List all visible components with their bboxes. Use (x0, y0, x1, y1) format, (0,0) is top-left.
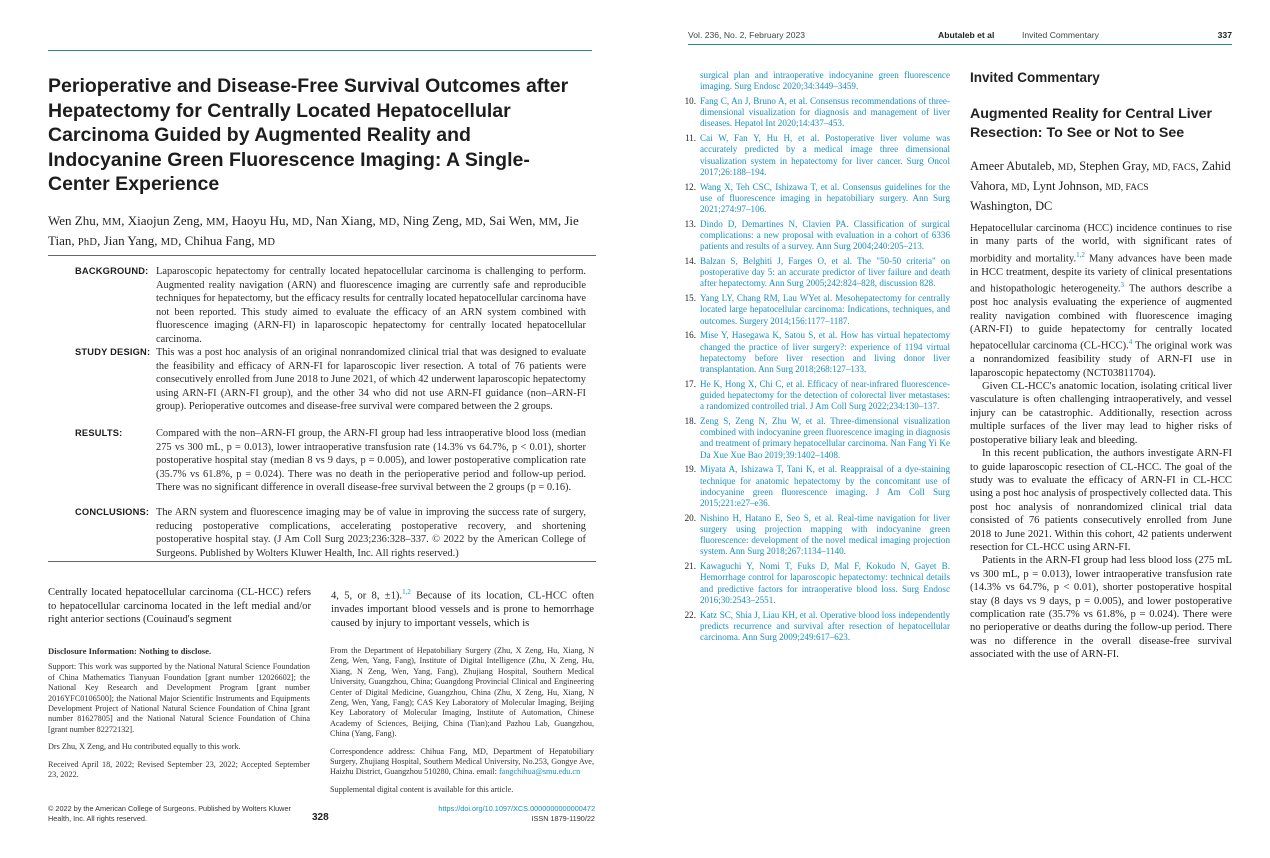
paragraph-3: In this recent publication, the authors investigate ARN-FI to guide laparoscopic resection of CL-HCC. The goal of the study was to evaluate the efficacy of ARN-FI in CL-HCC using a post hoc analysis of prospectively collected data. This post hoc analysis of nonrandomized clinical trial data consisted of 76 patients consecutively enrolled from June 2018 to June 2021. Within this cohort, 42 patients underwent resection for CL-HCC using ARN-FI. (970, 448, 1232, 553)
intro-left-column: Centrally located hepatocellular carcinoma (CL-HCC) refers to hepatocellular carcinoma located in the left medial and/or right anterior sections (Couinaud's segment (48, 587, 311, 625)
author-degree: MD, FACS (1105, 183, 1149, 193)
reference-text: Balzan S, Belghiti J, Farges O, et al. The "50-50 criteria" on postoperative day 5: an accurate predictor of liver failure and death after hepatectomy. Ann Surg 2005;242:824–828, discussion 828. (700, 256, 950, 289)
paragraph-4: Patients in the ARN-FI group had less blood loss (275 mL vs 300 mL, p = 0.013), lower intraoperative transfusion rate (14.3% vs 64.7%, p < 0.01), shorter postoperative hospital stay (8 days vs 9 days, p = 0.005), and lower postoperative complication rate (35.7% vs 61.8%, p = 0.024). There were no perioperative or deaths during the follow-up period. There was no difference in the overall disease-free survival associated with the use of ARN-FI. (970, 555, 1232, 661)
reference-text: Dindo D, Demartines N, Clavien PA. Classification of surgical complications: a new proposal with evaluation in a cohort of 6336 patients and results of a survey. Ann Surg 2004;240:205–213. (700, 218, 950, 252)
reference-text: Miyata A, Ishizawa T, Tani K, et al. Reappraisal of a dye-staining technique for anatomic hepatectomy by the concomitant use of indocyanine green fluorescence imaging. J Am Coll Surg 2015;221:e27–e36. (700, 464, 950, 509)
author-name: Haoyu Hu (231, 213, 286, 228)
citation[interactable]: 1,2 (1076, 250, 1085, 259)
author: Wen Zhu, MM (48, 213, 122, 228)
author-name: Jian Yang (103, 232, 155, 248)
author-degree: MD, FACS (1152, 163, 1196, 173)
invited-commentary (970, 70, 1232, 661)
received-dates: Received April 18, 2022; Revised September 23, 2022; Accepted September 23, 2022. (48, 759, 310, 780)
correspondence: Correspondence address: Chihua Fang, MD, Department of Hepatobiliary Surgery, Zhujiang Hospital, Southern Medical University, No.253, Gongye Ave, Haizhu District, Guangzhou 510280, China. email: fangchihua@smu.edu.cn (330, 746, 594, 777)
reference-number: 18. (684, 416, 696, 427)
reference-text: Yang LY, Chang RM, Lau WYet al. Mesohepatectomy for centrally located large hepatocellular carcinoma: Indications, techniques, and outcomes. Surgery 2014;156:1177–1187. (700, 293, 950, 326)
commentary-authors: Ameer Abutaleb, MD, Stephen Gray, MD, FACS, Zahid Vahora, MD, Lynt Johnson, MD, FACS Washington, DC (970, 159, 1231, 213)
paragraph-1: Hepatocellular carcinoma (HCC) incidence continues to rise in many parts of the world, with significant rates of morbidity and mortality.$^{1,2}$ Many advances have been made in HCC treatment, despite its variety of clinical presentations and histopathologic heterogeneity.$^3$ The authors describe a post hoc analysis evaluating the experience of augmented reality navigation combined with fluorescence imaging (ARN-FI) to guide hepatectomy for centrally located hepatocellular carcinoma (CL-HCC).$^4$ The original work was a nonrandomized feasibility study of ARN-FI use in laparoscopic hepatectomy (NCT03811704). (970, 223, 1232, 379)
header-authors: Abutaleb et al (938, 30, 995, 40)
reference-number: 21. (684, 561, 696, 572)
top-rule-left (48, 50, 592, 51)
commentary-heading: Invited Commentary (970, 70, 1100, 85)
conclusions-label: CONCLUSIONS: (75, 507, 150, 517)
author: Jie Tian, PhD (48, 213, 579, 248)
header-section: Invited Commentary (1022, 30, 1099, 40)
reference-item[interactable] (682, 256, 950, 290)
author: Ning Zeng, MD (402, 213, 483, 228)
reference-number: 14. (684, 256, 696, 267)
author-degree: MD (465, 217, 483, 228)
citation[interactable]: 4 (1128, 338, 1133, 347)
reference-text: Zeng S, Zeng N, Zhu W, et al. Three-dimensional visualization combined with indocyanine green fluorescence imaging in diagnosis and treatment of primary hepatocellular carcinoma. Nan Fang Yi Ke Da Xue Xue Bao 2019;39:1402–1408. (700, 416, 950, 460)
issn: ISSN 1879-1190/22 (531, 814, 595, 823)
reference-number: 20. (684, 512, 696, 523)
author-name: Chihua Fang (184, 232, 252, 248)
reference-item[interactable] (682, 416, 950, 461)
author-name: Ning Zeng (402, 213, 459, 228)
author-degree: MM (538, 217, 558, 228)
author: Nan Xiang, MD (315, 213, 397, 228)
abstract-box (48, 255, 596, 562)
reference-item[interactable] (682, 610, 950, 644)
reference-number: 17. (684, 378, 696, 389)
author-name: Sai Wen (489, 213, 533, 228)
reference-item[interactable] (682, 561, 950, 606)
top-rule-right (688, 44, 1232, 45)
author-name: Stephen Gray (1079, 159, 1147, 173)
reference-text: Nishino H, Hatano E, Seo S, et al. Real-time navigation for liver surgery using projection mapping with indocyanine green fluorescence: development of the novel medical imaging projection system. Ann Surg 2018;267:1134–1140. (700, 512, 950, 557)
reference-item[interactable] (682, 464, 950, 509)
reference-item[interactable] (682, 182, 950, 216)
reference-item[interactable] (682, 133, 950, 178)
reference-item[interactable] (682, 96, 950, 130)
reference-item[interactable] (682, 330, 950, 375)
article-title: Perioperative and Disease-Free Survival Outcomes after Hepatectomy for Centrally Located Hepatocellular Carcinoma Guided by Augmented Reality and Indocyanine Green Fluorescence Imaging: A Single-Center Experience (48, 75, 569, 195)
results-label: RESULTS: (75, 428, 123, 438)
study-design-text: This was a post hoc analysis of an original nonrandomized clinical trial that was designed to evaluate the feasibility and efficacy of ARN-FI for laparoscopic liver resection. A total of 76 patients were consecutively enrolled from June 2018 to June 2021, of which 42 underwent laparoscopic hepatectomy using ARN-FI (ARN-FI group), and the other 34 who did not use ARN-FI guidance (non–ARN-FI group). Perioperative outcomes and disease-free survival were compared between the 2 groups. (156, 347, 586, 412)
reference-number: 22. (684, 609, 696, 620)
author-name: Wen Zhu (48, 213, 96, 228)
author-name: Xiaojun Zeng (127, 213, 200, 228)
footer-copyright: © 2022 by the American College of Surgeons. Published by Wolters Kluwer Health, Inc. All rights reserved. (48, 804, 291, 823)
footnotes-left (48, 646, 310, 787)
reference-text: Wang X, Teh CSC, Ishizawa T, et al. Consensus guidelines for the use of fluorescence imaging in hepatobiliary surgery. Ann Surg 2021;274:97–106. (700, 181, 950, 215)
reference-item[interactable] (682, 70, 950, 92)
author-degree: MD (1057, 163, 1074, 173)
author-degree: MM (102, 217, 122, 228)
reference-text: He K, Hong X, Chi C, et al. Efficacy of near-infrared fluorescence-guided hepatectomy for the detection of colorectal liver metastases: a randomized controlled trial. J Am Coll Surg 2022;234:130–137. (700, 378, 950, 412)
author: Jian Yang, MD (103, 232, 179, 248)
author-degree: MM (206, 217, 226, 228)
author-list: Wen Zhu, MM, Xiaojun Zeng, MM, Haoyu Hu, MD, Nan Xiang, MD, Ning Zeng, MD, Sai Wen, MM, Jie Tian, PhD, Jian Yang, MD, Chihua Fang, MD (48, 213, 579, 248)
footer-doi-block (410, 804, 595, 824)
support-note: Support: This work was supported by the National Natural Science Foundation of China Mathematics Tianyuan Foundation [grant number 12026602]; the National Key Research and Development Program [grant number 2016YFC0106500]; the National Major Scientific Instruments and Equipments Development Project of National Natural Science Foundation of China [grant number 81627805] and the National Natural Science Foundation of China [grant number 82272132]. (48, 662, 310, 734)
reference-number: 12. (684, 181, 696, 192)
author: Chihua Fang, MD (184, 232, 276, 248)
commentary-author: Zahid Vahora, MD (970, 159, 1231, 193)
reference-text: Kawaguchi Y, Nomi T, Fuks D, Mal F, Kokudo N, Gayet B. Hemorrhage control for laparoscopic hepatectomy: technical details and predictive factors for intraoperative blood loss. Surg Endosc 2016;30:2543–2551. (700, 561, 950, 605)
equal-contribution: Drs Zhu, X Zeng, and Hu contributed equally to this work. (48, 742, 241, 752)
journal-issue: Vol. 236, No. 2, February 2023 (688, 30, 806, 40)
commentary-title: Augmented Reality for Central Liver Resection: To See or Not to See (970, 106, 1213, 141)
reference-number: 19. (684, 464, 696, 475)
reference-item[interactable] (682, 219, 950, 253)
author-degree: MD (1011, 183, 1027, 193)
disclosure: Disclosure Information: Nothing to disclose. (48, 646, 212, 656)
author: Sai Wen, MM (489, 213, 558, 228)
results-text: Compared with the non–ARN-FI group, the ARN-FI group had less intraoperative blood loss (median 275 vs 300 mL, p = 0.013), lower intraoperative transfusion rate (14.3% vs 64.7%, p < 0.01), shorter postoperative hospital stay (median 8 vs 9 days, p = 0.005), and lower postoperative complication rate (35.7% vs 61.8%, p = 0.024). There was no death in the perioperative period and follow-up period. There was no significant difference in overall disease-free survival between the 2 groups (p = 0.16). (156, 428, 586, 493)
author: Haoyu Hu, MD (231, 213, 310, 228)
reference-number: 10. (684, 96, 696, 106)
intro-right-column: 4, 5, or 8, ±1).$^{1,2}$ Because of its location, CL-HCC often invades important blood vessels and is prone to hemorrhage caused by injury to important vessels, which is (331, 588, 594, 629)
affiliation: From the Department of Hepatobiliary Surgery (Zhu, X Zeng, Hu, Xiang, N Zeng, Wen, Yang, Fang), Institute of Digital Intelligence (Zhu, X Zeng, Hu, Xiang, N Zeng, Wen, Yang, Fang), Zhujiang Hospital, Southern Medical University, Guangzhou, China; Guangdong Provincial Clinical and Engineering Center of Digital Medicine, Guangzhou, China (Zhu, X Zeng, Hu, Xiang, N Zeng, Wen, Yang, Fang); CAS Key Laboratory of Molecular Imaging, Beijing Key Laboratory of Molecular Imaging, Institute of Automation, Chinese Academy of Sciences, Beijing, China (Tian);and Pazhou Lab, Guangzhou, China (Yang, Fang). (330, 646, 594, 739)
commentary-author: Stephen Gray, MD, FACS (1079, 159, 1196, 173)
citation[interactable]: 1,2 (402, 588, 411, 596)
doi-link[interactable]: https://doi.org/10.1097/XCS.0000000000000472 (438, 804, 595, 813)
page-number-left: 328 (312, 812, 329, 823)
reference-number: 15. (684, 293, 696, 304)
reference-item[interactable] (682, 293, 950, 327)
footnotes-right (330, 646, 594, 802)
running-header (688, 30, 1232, 44)
study-design-label: STUDY DESIGN: (75, 347, 151, 357)
reference-text: Mise Y, Hasegawa K, Satou S, et al. How has virtual hepatectomy changed the practice of liver surgery?: experience of 1194 virtual hepatectomy before liver resection and living donor liver transplantation. Ann Surg 2018;268:127–133. (700, 330, 950, 375)
author-degree: MD (379, 217, 397, 228)
commentary-author: Ameer Abutaleb, MD (970, 159, 1074, 173)
author-name: Ameer Abutaleb (970, 159, 1052, 173)
author-degree: MD (292, 217, 310, 228)
reference-text: Katz SC, Shia J, Liau KH, et al. Operative blood loss independently predicts recurrence and survival after resection of hepatocellular carcinoma. Ann Surg 2009;249:617–623. (700, 609, 950, 643)
author-name: Nan Xiang (315, 213, 373, 228)
author-name: Lynt Johnson (1032, 179, 1100, 193)
author-degree: MD (257, 236, 276, 248)
page-number-right: 337 (1217, 30, 1232, 40)
commentary-author: Lynt Johnson, MD, FACS (1032, 179, 1149, 193)
commentary-body (970, 222, 1232, 662)
reference-text: Fang C, An J, Bruno A, et al. Consensus recommendations of three-dimensional visualization for diagnosis and management of liver diseases. Hepatol Int 2020;14:437–453. (700, 96, 950, 129)
reference-item[interactable] (682, 379, 950, 413)
commentary-location: Washington, DC (970, 199, 1053, 213)
paragraph-2: Given CL-HCC's anatomic location, isolating critical liver vasculature is often challenging intraoperatively, and vessel injury can be catastrophic. Additionally, resection across multiple surfaces of the liver may lead to higher risks of postoperative biliary leak and bleeding. (970, 381, 1232, 446)
background-label: BACKGROUND: (75, 266, 149, 276)
reference-number: 13. (684, 218, 696, 229)
author-name: Jie Tian (48, 213, 579, 248)
background-text: Laparoscopic hepatectomy for centrally located hepatocellular carcinoma is challenging to perform. Augmented reality navigation (ARN) and fluorescence imaging are currently safe and reproducible techniques for hepatectomy, but the efficacy results for centrally located hepatocellular carcinoma have not been reported. This study aimed to evaluate the efficacy of an ARN system combined with fluorescence imaging (ARN-FI) in laparoscopic hepatectomy for centrally located hepatocellular carcinoma. (156, 266, 586, 345)
reference-number: 11. (684, 133, 696, 144)
reference-number: 16. (684, 330, 696, 341)
citation[interactable]: 3 (1120, 281, 1124, 290)
email-link[interactable]: fangchihua@smu.edu.cn (498, 767, 581, 777)
conclusions-text: The ARN system and fluorescence imaging may be of value in improving the success rate of surgery, reducing postoperative complications, accelerating postoperative recovery, and shortening postoperative hospital stay. (J Am Coll Surg 2023;236:328–337. © 2022 by the American College of Surgeons. Published by Wolters Kluwer Health, Inc. All rights reserved.) (156, 507, 586, 559)
reference-text: Cai W, Fan Y, Hu H, et al. Postoperative liver volume was accurately predicted by a medical image three dimensional visualization system in hepatectomy for liver cancer. Surg Oncol 2017;26:188–194. (700, 133, 950, 177)
author-degree: PhD (77, 236, 98, 248)
reference-list (682, 70, 950, 647)
author: Xiaojun Zeng, MM (127, 213, 226, 228)
supplemental-note: Supplemental digital content is available for this article. (330, 784, 514, 794)
author-name: Zahid Vahora (970, 159, 1231, 193)
reference-text: surgical plan and intraoperative indocyanine green fluorescence imaging. Surg Endosc 2020;34:3449–3459. (700, 70, 950, 92)
author-degree: MD (160, 236, 179, 248)
reference-item[interactable] (682, 513, 950, 558)
